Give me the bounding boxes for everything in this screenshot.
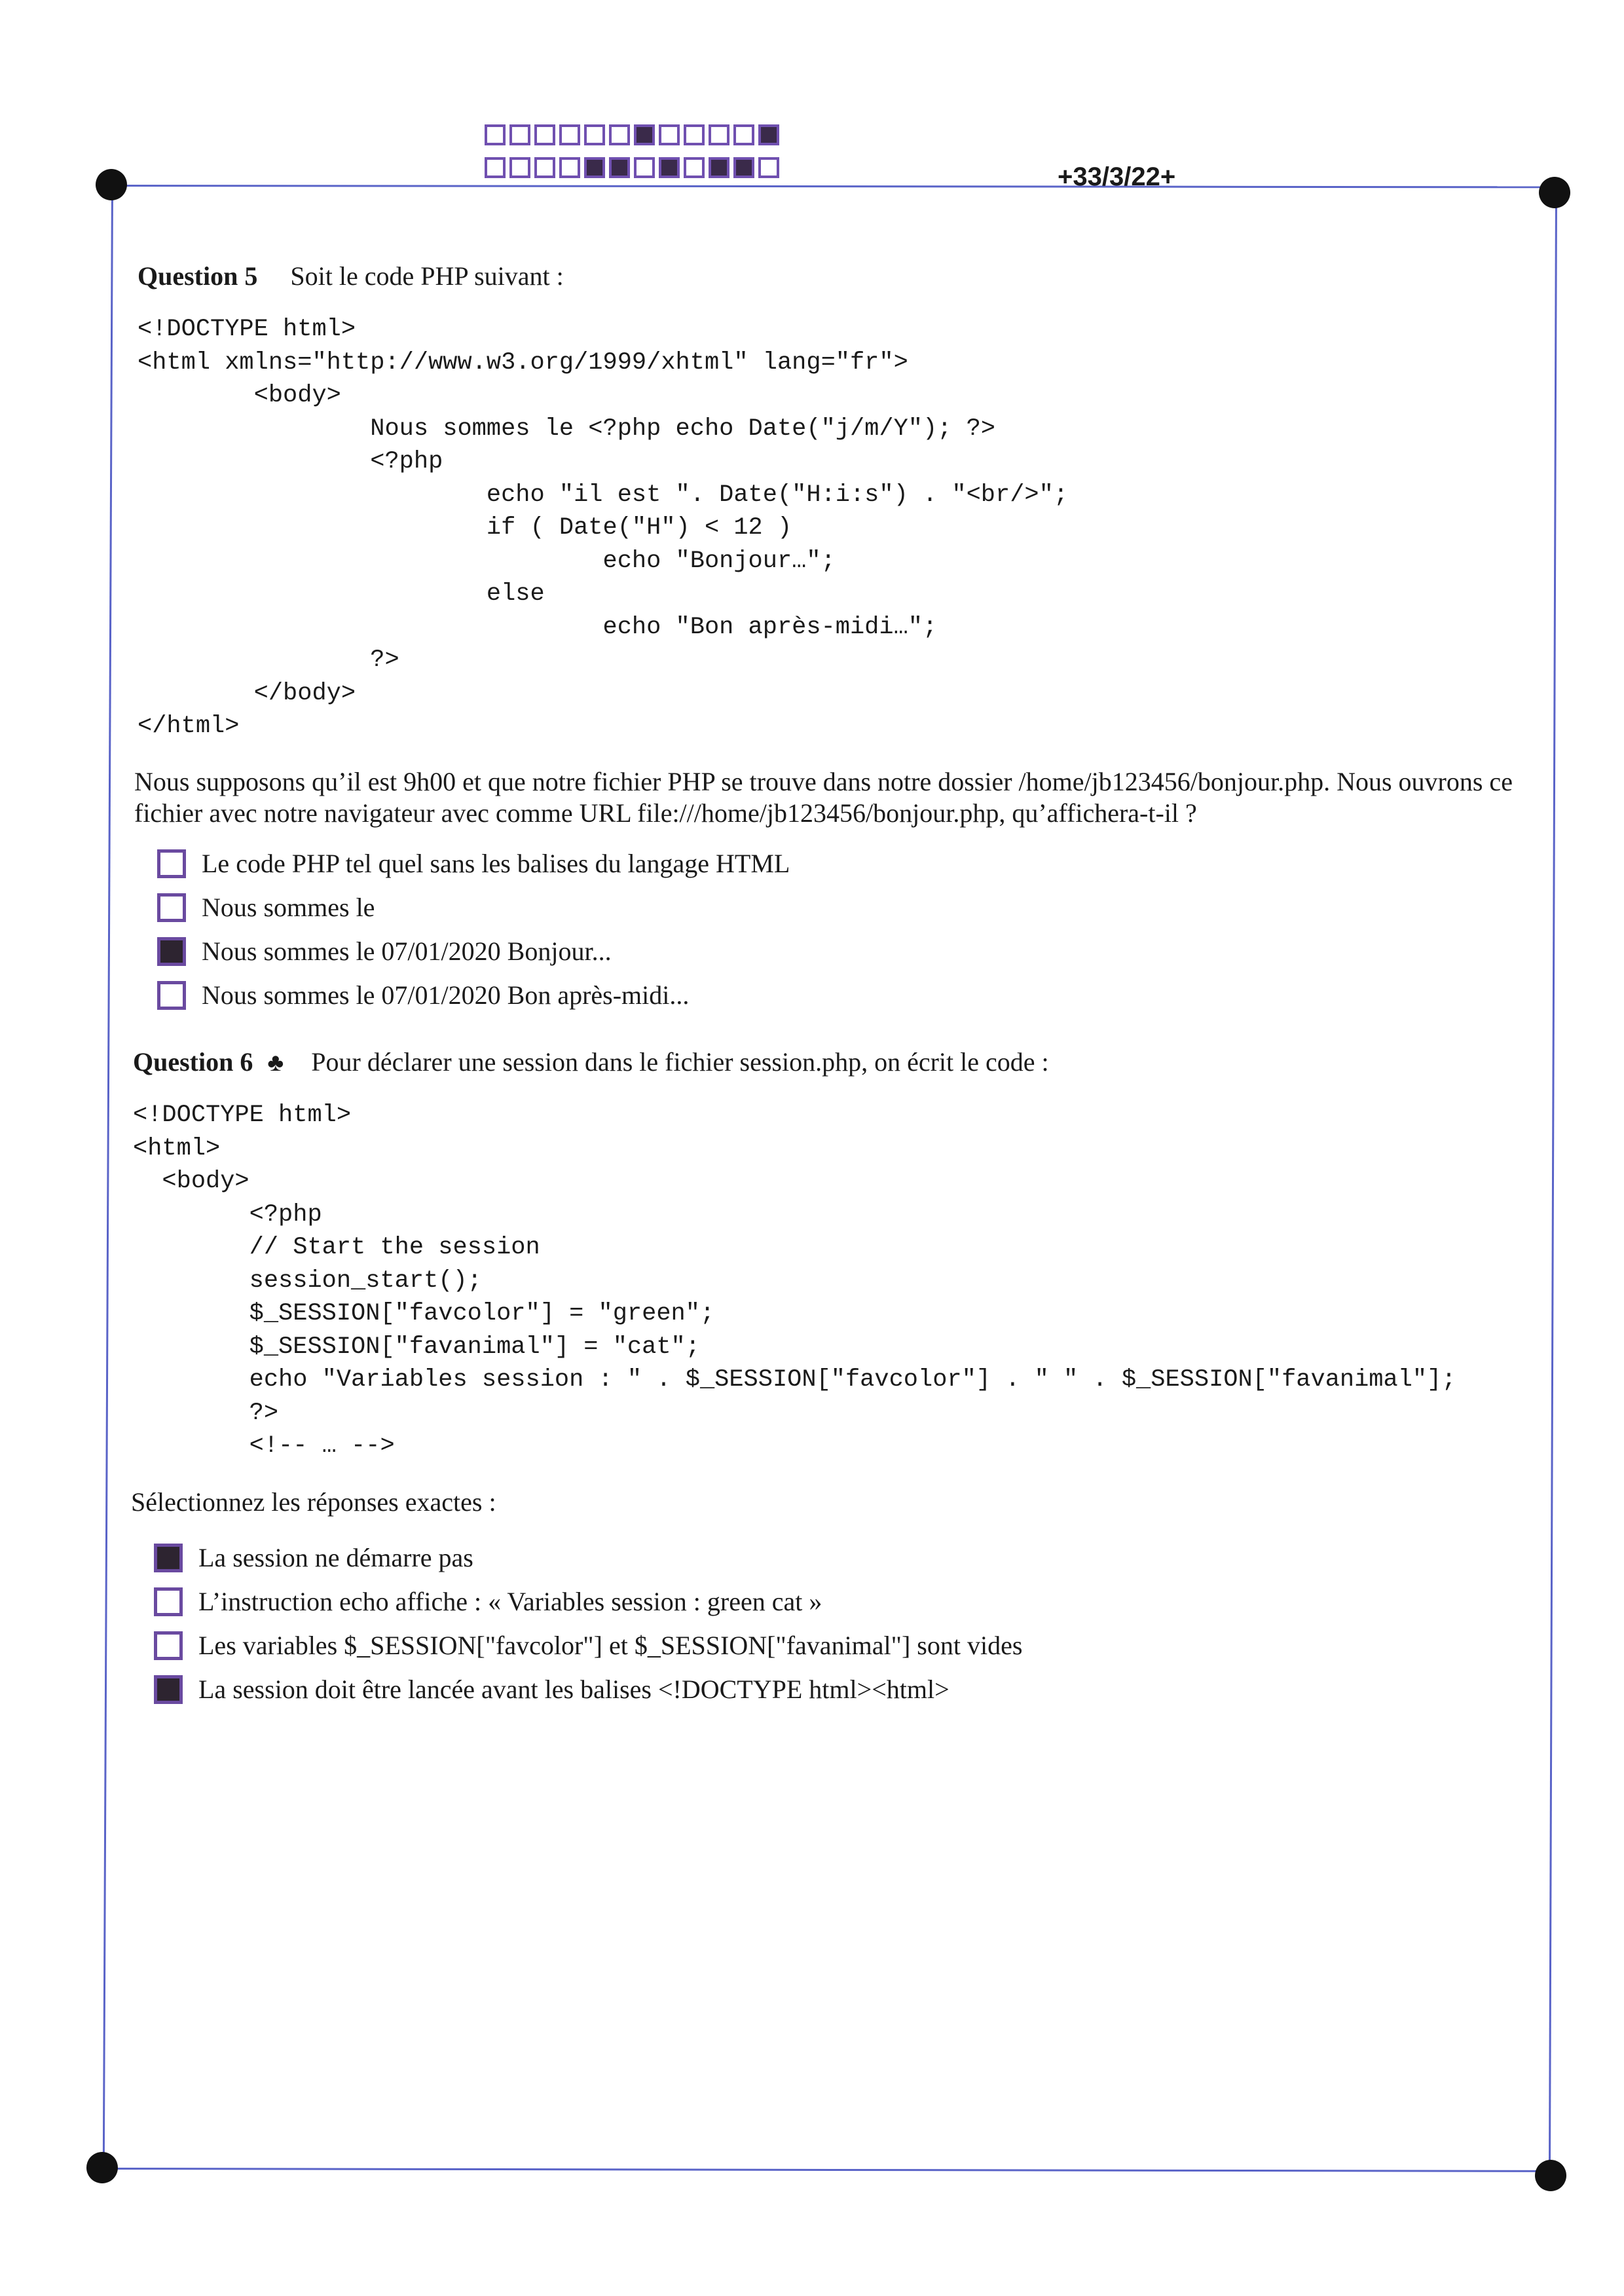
barcode-bottom-cell [584, 157, 605, 178]
corner-dot-bottom-right [1535, 2160, 1566, 2191]
barcode-top-cell [609, 124, 630, 145]
barcode-top-cell [559, 124, 580, 145]
frame-top-line [111, 185, 1555, 188]
barcode-bottom-cell [609, 157, 630, 178]
barcode-top-cell [684, 124, 705, 145]
barcode-bottom-cell [733, 157, 754, 178]
q5-answer-3[interactable] [157, 936, 612, 967]
question5-code: <!DOCTYPE html> <html xmlns="http://www.w3.org/1999/xhtml" lang="fr"> <body> Nous sommes le <?php echo Date("j/m/Y"); ?> <?php echo "il est ". Date("H:i:s") . "<br/>"; if ( Date("H") < 12 ) echo "Bonjour…"; else echo "Bon après-midi…"; ?> </body> </html> [138, 316, 1069, 740]
barcode-top-cell [634, 124, 655, 145]
q6-answer-4[interactable] [154, 1674, 950, 1705]
q5-answer-3-text: Nous sommes le 07/01/2020 Bonjour... [202, 936, 612, 966]
barcode-top-cell [659, 124, 680, 145]
q6-answer-2[interactable] [154, 1586, 822, 1617]
barcode-bottom-cell [758, 157, 779, 178]
question6-label: Question 6 [133, 1047, 253, 1077]
q6-answer-1[interactable] [154, 1542, 473, 1573]
barcode-top-cell [534, 124, 555, 145]
q5-answer-4[interactable] [157, 980, 689, 1010]
barcode-bottom-cell [534, 157, 555, 178]
barcode-top-cell [733, 124, 754, 145]
barcode-bottom-cell [634, 157, 655, 178]
barcode-bottom-cell [684, 157, 705, 178]
q5-answer-1-text: Le code PHP tel quel sans les balises du langage HTML [202, 849, 790, 878]
question5-label: Question 5 [138, 261, 258, 291]
barcode-bottom-row [485, 157, 779, 178]
q6-answer-4-checkbox[interactable] [154, 1675, 183, 1704]
q6-answer-4-text: La session doit être lancée avant les balises <!DOCTYPE html><html> [198, 1675, 950, 1704]
barcode-top-cell [485, 124, 506, 145]
question6-heading [133, 1046, 1049, 1077]
question5-heading [138, 261, 564, 291]
barcode-bottom-cell [659, 157, 680, 178]
q6-answer-3[interactable] [154, 1630, 1022, 1661]
barcode-top-cell [709, 124, 729, 145]
barcode-top-cell [758, 124, 779, 145]
q5-answer-2-checkbox[interactable] [157, 893, 186, 922]
q6-answer-3-checkbox[interactable] [154, 1631, 183, 1660]
q5-answer-2-text: Nous sommes le [202, 893, 375, 922]
q5-answer-3-checkbox[interactable] [157, 937, 186, 966]
corner-dot-top-left [96, 169, 127, 200]
club-icon: ♣ [267, 1049, 284, 1077]
question6-code: <!DOCTYPE html> <html> <body> <?php // Start the session session_start(); $_SESSION["favcolor"] = "green"; $_SESSION["favanimal"] = "cat"; echo "Variables session : " . $_SESSION["favcolor"] . " " . $_SESSION["favanimal"]; ?> <!-- … --> [133, 1102, 1456, 1460]
barcode-top-row [485, 124, 779, 145]
question6-intro: Pour déclarer une session dans le fichier session.php, on écrit le code : [311, 1047, 1049, 1077]
q6-answer-2-checkbox[interactable] [154, 1587, 183, 1616]
question5-intro: Soit le code PHP suivant : [290, 261, 564, 291]
page-id: +33/3/22+ [1058, 162, 1176, 191]
q5-answer-1-checkbox[interactable] [157, 849, 186, 878]
barcode-bottom-cell [559, 157, 580, 178]
barcode-bottom-cell [509, 157, 530, 178]
q6-answer-1-text: La session ne démarre pas [198, 1543, 473, 1572]
q5-answer-1[interactable] [157, 848, 790, 879]
q6-answer-1-checkbox[interactable] [154, 1544, 183, 1572]
frame-bottom-line [103, 2168, 1550, 2172]
q5-answer-4-text: Nous sommes le 07/01/2020 Bon après-midi... [202, 980, 690, 1010]
question6-prompt: Sélectionnez les réponses exactes : [131, 1487, 496, 1517]
corner-dot-top-right [1539, 177, 1570, 208]
q6-answer-2-text: L’instruction echo affiche : « Variables session : green cat » [198, 1587, 822, 1616]
corner-dot-bottom-left [86, 2152, 118, 2183]
frame-left-line [103, 186, 113, 2168]
barcode-top-cell [584, 124, 605, 145]
frame-right-line [1549, 193, 1557, 2177]
barcode-bottom-cell [485, 157, 506, 178]
barcode-top-cell [509, 124, 530, 145]
question5-paragraph: Nous supposons qu’il est 9h00 et que notre fichier PHP se trouve dans notre dossier /home/jb123456/bonjour.php. Nous ouvrons ce fichier avec notre navigateur avec comme URL file:///home/jb123456/bonjour.php, qu’affichera-t-il ? [134, 767, 1513, 828]
q5-answer-2[interactable] [157, 892, 375, 923]
barcode-bottom-cell [709, 157, 729, 178]
q6-answer-3-text: Les variables $_SESSION["favcolor"] et $_SESSION["favanimal"] sont vides [198, 1631, 1023, 1660]
q5-answer-4-checkbox[interactable] [157, 981, 186, 1010]
